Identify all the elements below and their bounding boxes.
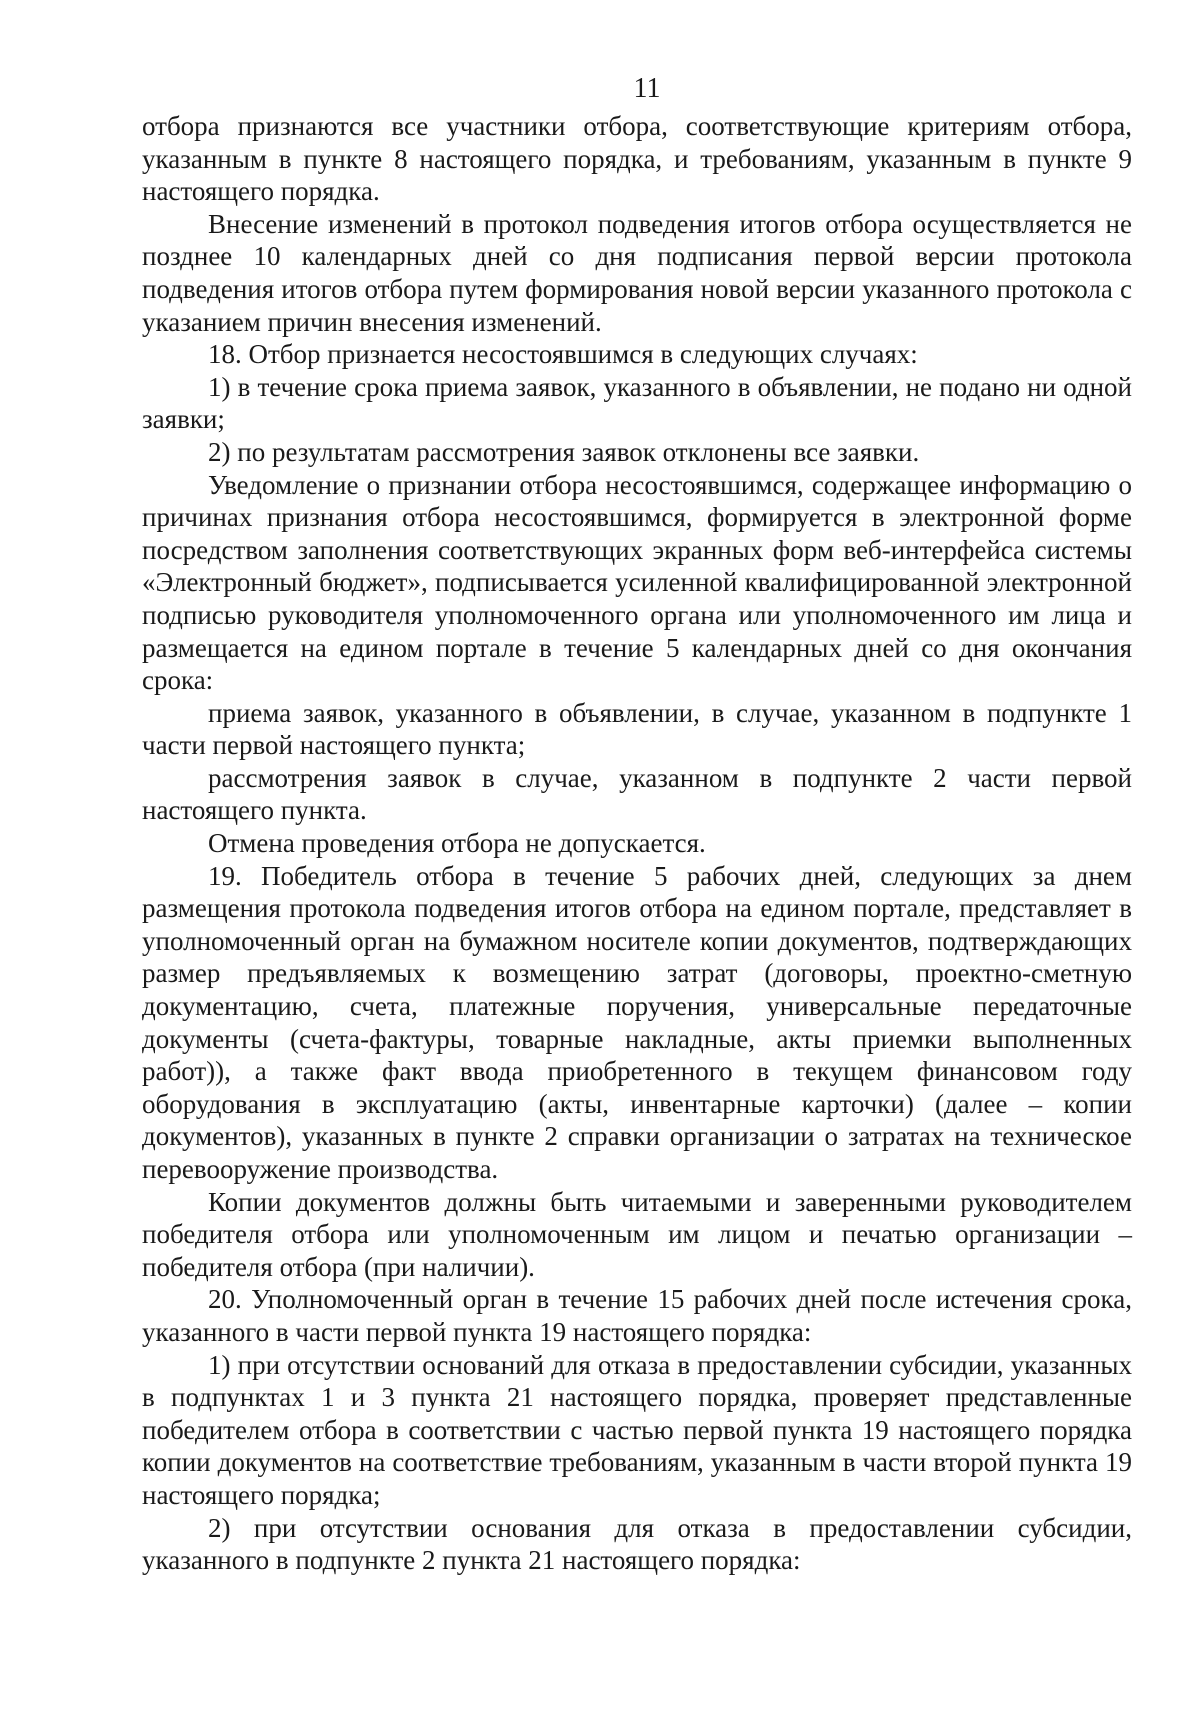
paragraph-1: отбора признаются все участники отбора, соответствующие критериям отбора, указанным в пункте 8 настоящего порядка, и требованиям, указанным в пункте 9 настоящего порядка. xyxy=(142,111,1132,207)
document-page xyxy=(142,68,1132,1577)
paragraph-6: Уведомление о признании отбора несостоявшимся, содержащее информацию о причинах признания отбора несостоявшимся, формируется в электронной форме посредством заполнения соответствующих экранных форм веб-интерфейса системы «Электронный бюджет», подписывается усиленной квалифицированной электронной подписью руководителя уполномоченного органа или уполномоченного им лица и размещается на едином портале в течение 5 календарных дней со дня окончания срока: xyxy=(142,469,1132,696)
page-number: 11 xyxy=(633,73,661,104)
paragraph-11: Копии документов должны быть читаемыми и заверенными руководителем победителя отбора или уполномоченным им лицом и печатью организации – победителя отбора (при наличии). xyxy=(142,1186,1132,1282)
paragraph-10: 19. Победитель отбора в течение 5 рабочих дней, следующих за днем размещения протокола подведения итогов отбора на едином портале, представляет в уполномоченный орган на бумажном носителе копии документов, подтверждающих размер предъявляемых к возмещению затрат (договоры, проектно-сметную документацию, счета, платежные поручения, универсальные передаточные документы (счета-фактуры, товарные накладные, акты приемки выполненных работ)), а также факт ввода приобретенного в текущем финансовом году оборудования в эксплуатацию (акты, инвентарные карточки) (далее – копии документов), указанных в пункте 2 справки организации о затратах на техническое перевооружение производства. xyxy=(142,860,1132,1184)
paragraph-3: 18. Отбор признается несостоявшимся в следующих случаях: xyxy=(208,339,918,370)
paragraph-5: 2) по результатам рассмотрения заявок отклонены все заявки. xyxy=(208,436,920,467)
paragraph-7: приема заявок, указанного в объявлении, в случае, указанном в подпункте 1 части первой настоящего пункта; xyxy=(142,697,1132,761)
paragraph-2: Внесение изменений в протокол подведения итогов отбора осуществляется не позднее 10 календарных дней со дня подписания первой версии протокола подведения итогов отбора путем формирования новой версии указанного протокола с указанием причин внесения изменений. xyxy=(142,208,1132,337)
paragraph-13: 1) при отсутствии оснований для отказа в предоставлении субсидии, указанных в подпунктах 1 и 3 пункта 21 настоящего порядка, проверяет представленные победителем отбора в соответствии с частью первой пункта 19 настоящего порядка копии документов на соответствие требованиям, указанным в части второй пункта 19 настоящего порядка; xyxy=(142,1349,1132,1510)
paragraph-4: 1) в течение срока приема заявок, указанного в объявлении, не подано ни одной заявки; xyxy=(142,371,1132,435)
paragraph-9: Отмена проведения отбора не допускается. xyxy=(208,828,706,859)
paragraph-12: 20. Уполномоченный орган в течение 15 рабочих дней после истечения срока, указанного в части первой пункта 19 настоящего порядка: xyxy=(142,1284,1132,1347)
paragraph-14: 2) при отсутствии основания для отказа в предоставлении субсидии, указанного в подпункте 2 пункта 21 настоящего порядка: xyxy=(142,1512,1132,1576)
paragraph-8: рассмотрения заявок в случае, указанном в подпункте 2 части первой настоящего пункта. xyxy=(142,762,1132,826)
